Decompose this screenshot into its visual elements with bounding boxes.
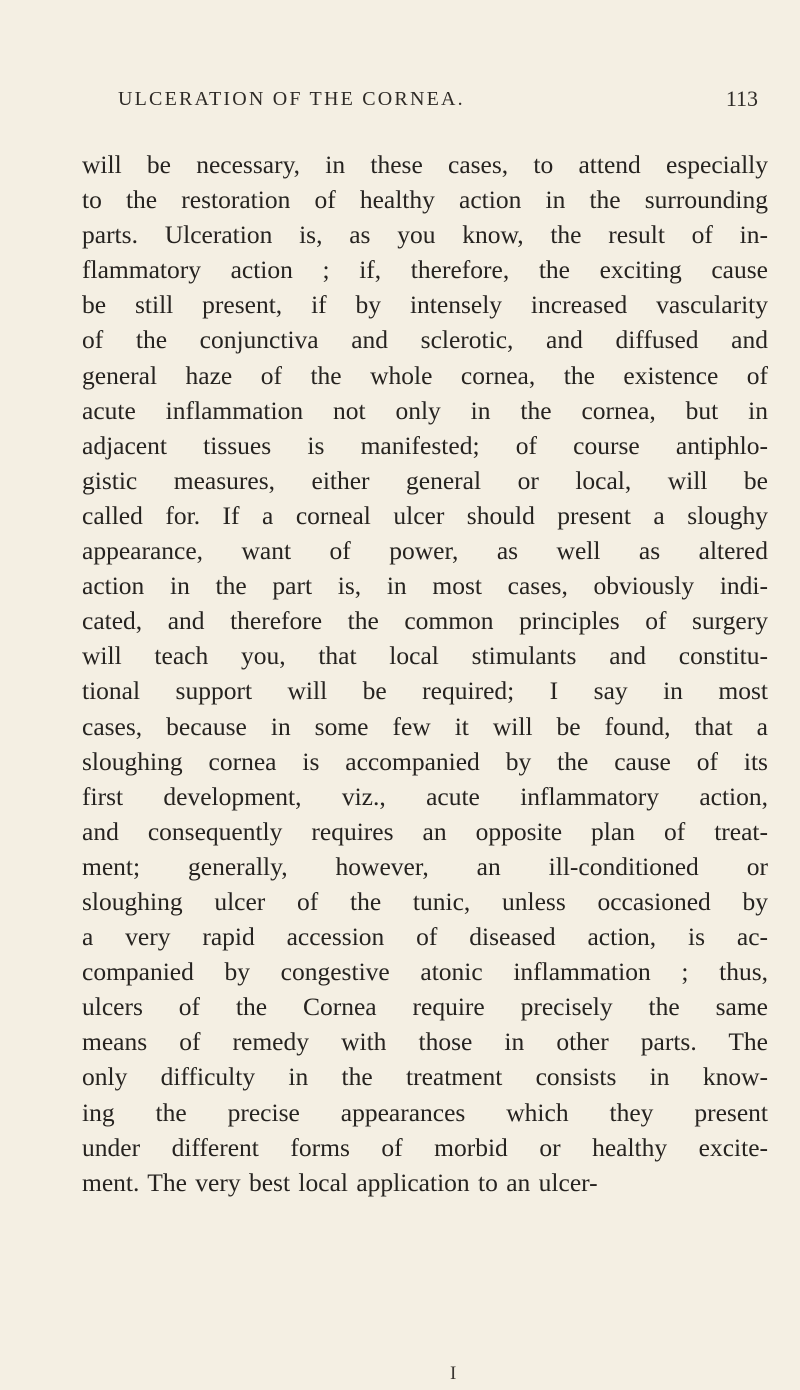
text-line: ulcers of the Cornea require precisely the same xyxy=(82,992,768,1022)
body-text xyxy=(82,147,768,1200)
text-line: under different forms of morbid or healthy excite- xyxy=(82,1132,768,1162)
text-line: ing the precise appearances which they present xyxy=(82,1097,768,1127)
text-line: sloughing ulcer of the tunic, unless occasioned by xyxy=(82,886,768,916)
running-head xyxy=(118,82,758,118)
text-line: companied by congestive atonic inflammation ; thus, xyxy=(82,957,768,987)
text-line: appearance, want of power, as well as altered xyxy=(82,536,768,566)
text-line: parts. Ulceration is, as you know, the result of in- xyxy=(82,220,768,250)
text-line: and consequently requires an opposite plan of treat- xyxy=(82,816,768,846)
text-line: cated, and therefore the common principles of surgery xyxy=(82,606,768,636)
text-line: will be necessary, in these cases, to attend especially xyxy=(82,150,768,179)
text-line: means of remedy with those in other parts. The xyxy=(82,1027,768,1057)
text-line: adjacent tissues is manifested; of course antiphlo- xyxy=(82,430,768,460)
text-line: gistic measures, either general or local, will be xyxy=(82,465,768,495)
text-line: of the conjunctiva and sclerotic, and diffused and xyxy=(82,325,768,355)
text-line: only difficulty in the treatment consists in know- xyxy=(82,1062,768,1092)
text-line: ment. The very best local application to an ulcer- xyxy=(82,1167,598,1197)
text-line: called for. If a corneal ulcer should present a sloughy xyxy=(82,500,768,530)
text-line: will teach you, that local stimulants and constitu- xyxy=(82,641,768,671)
text-line: general haze of the whole cornea, the existence of xyxy=(82,360,768,390)
text-line: action in the part is, in most cases, obviously indi- xyxy=(82,571,768,601)
text-line: cases, because in some few it will be found, that a xyxy=(82,711,768,741)
text-line: be still present, if by intensely increased vascularity xyxy=(82,290,768,320)
text-line: ment; generally, however, an ill-conditioned or xyxy=(82,851,768,881)
text-line: first development, viz., acute inflammatory action, xyxy=(82,781,768,811)
text-line: tional support will be required; I say in most xyxy=(82,676,768,706)
running-title: ULCERATION OF THE CORNEA. xyxy=(118,88,465,110)
text-line: flammatory action ; if, therefore, the exciting cause xyxy=(82,255,768,285)
text-line: a very rapid accession of diseased action, is ac- xyxy=(82,922,768,952)
page-number: 113 xyxy=(725,86,758,111)
text-line: acute inflammation not only in the cornea, but in xyxy=(82,395,768,425)
signature-mark: I xyxy=(450,1363,457,1384)
text-line: sloughing cornea is accompanied by the cause of its xyxy=(82,746,768,776)
text-line: to the restoration of healthy action in the surrounding xyxy=(82,185,768,215)
